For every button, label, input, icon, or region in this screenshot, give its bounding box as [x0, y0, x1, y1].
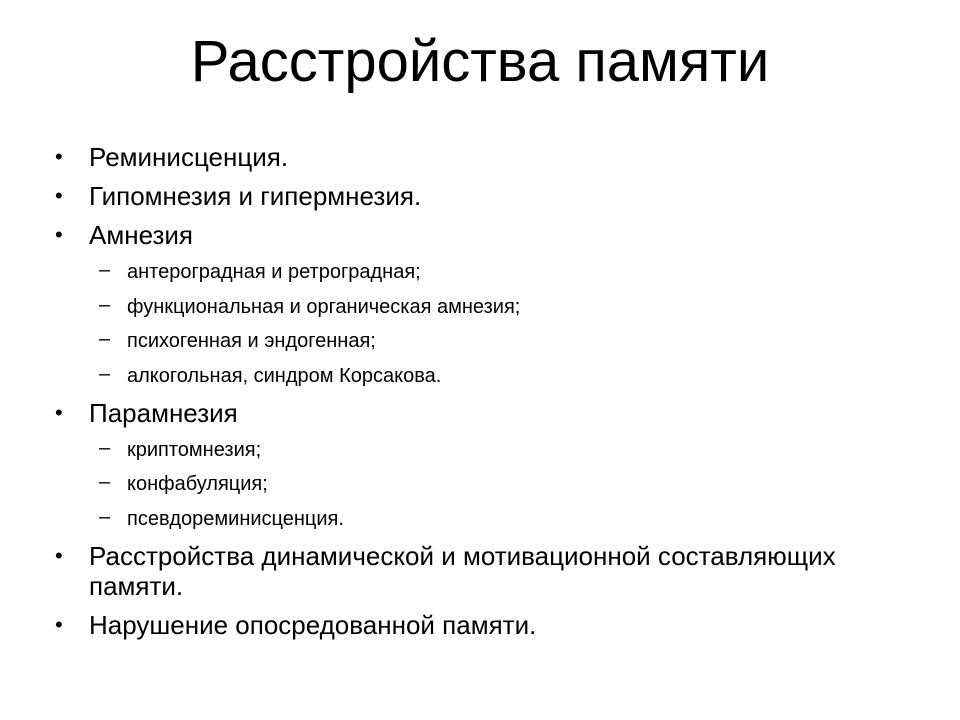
list-item [48, 398, 908, 532]
sublist-item-text: антероградная и ретроградная; [127, 261, 421, 283]
slide-title: Расстройства памяти [190, 29, 770, 94]
bullet-list [48, 142, 908, 649]
sublist [89, 437, 908, 532]
sublist-item [89, 471, 908, 497]
sublist-item-text: алкогольная, синдром Корсакова. [127, 364, 442, 387]
sublist-item [89, 259, 908, 285]
sublist-item [89, 363, 908, 389]
sublist-item-text: псевдореминисценция. [127, 507, 344, 530]
sublist-item [89, 294, 908, 320]
sublist-item [89, 328, 908, 354]
list-item-text: Расстройства динамической и мотивационной составляющих памяти. [89, 540, 836, 601]
sublist-item-text: функциональная и органическая амнезия; [127, 295, 521, 318]
list-item-text: Амнезия [89, 220, 193, 250]
list-item [48, 220, 908, 389]
bullet-icon: • [55, 183, 63, 208]
sublist-item-text: криптомнезия; [127, 438, 262, 461]
dash-icon: – [99, 328, 111, 350]
sublist-item [89, 506, 908, 532]
list-item [48, 142, 908, 172]
bullet-icon: • [55, 611, 63, 637]
bullet-icon: • [55, 144, 63, 169]
list-item-text: Гипомнезия и гипермнезия. [89, 181, 422, 211]
bullet-icon: • [55, 222, 63, 247]
bullet-icon: • [55, 399, 63, 425]
dash-icon: – [99, 505, 111, 528]
list-item [48, 610, 908, 640]
list-item-text: Нарушение опосредованной памяти. [89, 609, 537, 640]
list-item-text: Парамнезия [89, 397, 238, 428]
dash-icon: – [99, 436, 111, 459]
bullet-icon: • [55, 542, 63, 568]
list-item-text: Реминисценция. [89, 142, 289, 172]
dash-icon: – [99, 471, 111, 493]
sublist [89, 259, 908, 389]
list-item [48, 181, 908, 211]
sublist-item [89, 437, 908, 463]
sublist-item-text: конфабуляция; [127, 473, 268, 495]
sublist-item-text: психогенная и эндогенная; [127, 330, 376, 352]
list-item [48, 541, 908, 601]
dash-icon: – [99, 362, 111, 385]
dash-icon: – [99, 259, 111, 281]
dash-icon: – [99, 293, 111, 316]
